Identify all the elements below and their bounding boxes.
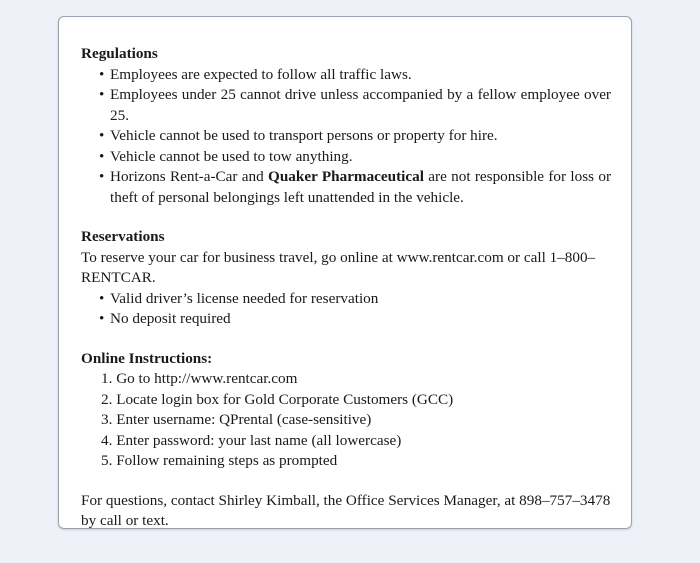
- regulations-section: [81, 44, 611, 208]
- reservations-list: [81, 289, 611, 330]
- regulation-item: • Employees are expected to follow all traffic laws.: [110, 65, 611, 86]
- reservations-intro: To reserve your car for business travel, go online at www.rentcar.com or call 1–800–RENTCAR.: [81, 248, 596, 286]
- online-step: 4. Enter password: your last name (all lowercase): [101, 431, 402, 449]
- policy-card: [58, 16, 632, 529]
- regulation-item: • Vehicle cannot be used to tow anything.: [110, 147, 611, 168]
- liability-text-pre: Horizons Rent-a-Car and: [110, 168, 269, 185]
- reservations-heading: Reservations: [81, 228, 165, 245]
- online-step: 1. Go to http://www.rentcar.com: [101, 370, 298, 387]
- online-steps-list: [81, 369, 611, 472]
- regulation-item: • Vehicle cannot be used to transport persons or property for hire.: [110, 126, 611, 147]
- reservation-item: • No deposit required: [110, 309, 611, 330]
- reservation-item: • Valid driver’s license needed for reservation: [110, 289, 611, 310]
- liability-text-post: are not responsible for loss or theft of personal belongings left unattended in the vehicle.: [110, 168, 611, 206]
- online-step: 5. Follow remaining steps as prompted: [101, 452, 338, 469]
- online-step: 2. Locate login box for Gold Corporate Customers (GCC): [101, 390, 454, 408]
- regulation-item: • Employees under 25 cannot drive unless accompanied by a fellow employee over 25.: [110, 85, 611, 126]
- contact-section: [81, 491, 611, 532]
- regulation-item-liability: [110, 167, 611, 208]
- company-name: Quaker Pharmaceutical: [268, 168, 424, 185]
- online-instructions-section: [81, 349, 611, 472]
- contact-text: For questions, contact Shirley Kimball, the Office Services Manager, at 898–757–3478 by call or text.: [81, 491, 611, 529]
- regulations-heading: Regulations: [81, 45, 158, 62]
- online-step: 3. Enter username: QPrental (case-sensitive): [101, 411, 372, 428]
- regulations-list: [81, 65, 611, 209]
- reservations-section: [81, 227, 611, 330]
- online-instructions-heading: Online Instructions:: [81, 349, 213, 367]
